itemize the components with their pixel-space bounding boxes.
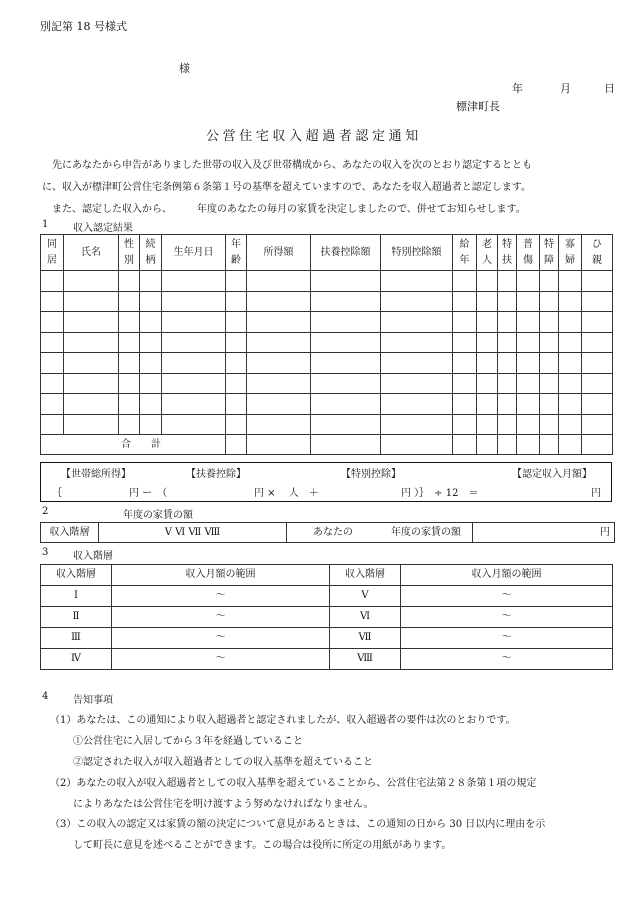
table1-cell[interactable]	[311, 373, 381, 394]
table3-row	[41, 628, 613, 649]
addressee-suffix: 様	[179, 62, 190, 75]
table1-cell[interactable]	[140, 373, 162, 394]
table1-cell[interactable]	[119, 373, 140, 394]
table1-cell[interactable]	[119, 353, 140, 374]
table1-header-text: 給	[459, 238, 470, 250]
table1-cell[interactable]	[540, 332, 559, 353]
table3-range-cell: ～	[112, 586, 330, 607]
table1-cell[interactable]	[559, 312, 582, 333]
table1-header-text: 寡	[565, 238, 575, 250]
rent-yen: 円	[600, 527, 610, 538]
table1-total-cell[interactable]	[311, 435, 381, 455]
notice-1: （1）あなたは、この通知により収入超過者と認定されましたが、収入超過者の要件は次のとおりです。	[50, 715, 516, 726]
table1-cell[interactable]	[582, 312, 613, 333]
table1-cell[interactable]	[540, 394, 559, 415]
table1-cell[interactable]	[162, 291, 226, 312]
table3-range-cell: ～	[112, 649, 330, 670]
income-result-table	[40, 234, 613, 455]
table3-range-cell: ～	[112, 628, 330, 649]
table1-header-cell	[540, 235, 559, 271]
table1-cell[interactable]	[311, 291, 381, 312]
table1-cell[interactable]	[582, 373, 613, 394]
table1-blank-row	[41, 291, 613, 312]
table3-rank-cell: Ⅱ	[41, 607, 112, 628]
table1-cell[interactable]	[41, 373, 64, 394]
table1-cell[interactable]	[498, 414, 517, 435]
table1-header-cell	[311, 235, 381, 271]
table1-header-text: 齢	[231, 254, 241, 266]
table1-cell[interactable]	[162, 271, 226, 292]
table1-total-label: 合 計	[41, 435, 226, 455]
table1-cell[interactable]	[381, 394, 453, 415]
table1-header-cell	[582, 235, 613, 271]
table1-cell[interactable]	[41, 312, 64, 333]
table1-total-cell[interactable]	[540, 435, 559, 455]
table1-cell[interactable]	[582, 271, 613, 292]
table1-cell[interactable]	[540, 312, 559, 333]
table1-cell[interactable]	[453, 291, 477, 312]
table1-cell[interactable]	[226, 271, 247, 292]
notice-1-item-2: ②認定された収入が収入超過者としての収入基準を超えていること	[73, 757, 373, 768]
table1-cell[interactable]	[162, 312, 226, 333]
table1-cell[interactable]	[64, 414, 119, 435]
notice-2-line-1: （2）あなたの収入が収入超過者としての収入基準を超えていることから、公営住宅法第２８条第１項の規定	[50, 778, 537, 789]
formula-times: 円 × 人 ＋	[254, 488, 319, 499]
section-3-heading: 収入階層	[73, 551, 113, 562]
table1-cell[interactable]	[517, 332, 540, 353]
table1-total-cell[interactable]	[381, 435, 453, 455]
table1-cell[interactable]	[477, 394, 498, 415]
table1-cell[interactable]	[226, 312, 247, 333]
formula-minus: 円 ー （	[129, 488, 168, 499]
table1-cell[interactable]	[41, 291, 64, 312]
table1-cell[interactable]	[582, 353, 613, 374]
document-title: 公営住宅収入超過者認定通知	[206, 129, 422, 144]
table3-header-row	[41, 565, 613, 586]
table1-cell[interactable]	[453, 312, 477, 333]
intro-line-2: に、収入が標津町公営住宅条例第６条第１号の基準を超えていますので、あなたを収入超過者と認定します。	[42, 182, 531, 193]
table1-cell[interactable]	[41, 394, 64, 415]
table1-blank-row	[41, 373, 613, 394]
table1-header-cell	[41, 235, 64, 271]
rent-table	[40, 522, 615, 543]
table1-cell[interactable]	[64, 271, 119, 292]
table1-header-cell	[381, 235, 453, 271]
issuer: 標津町長	[456, 100, 500, 113]
table3-rank-cell: Ⅳ	[41, 649, 112, 670]
table1-cell[interactable]	[540, 414, 559, 435]
table3-row	[41, 586, 613, 607]
table1-header-cell	[517, 235, 540, 271]
table1-header-cell	[64, 235, 119, 271]
table1-cell[interactable]	[140, 332, 162, 353]
table1-cell[interactable]	[559, 394, 582, 415]
table3-header-cell: 収入月額の範囲	[112, 565, 330, 586]
table1-header-text: 婦	[565, 254, 575, 266]
table1-cell[interactable]	[226, 332, 247, 353]
table1-cell[interactable]	[381, 291, 453, 312]
table1-cell[interactable]	[582, 291, 613, 312]
table1-cell[interactable]	[162, 414, 226, 435]
table1-cell[interactable]	[311, 394, 381, 415]
table1-cell[interactable]	[41, 414, 64, 435]
table1-cell[interactable]	[119, 271, 140, 292]
label-dependent-deduction: 【扶養控除】	[186, 469, 246, 480]
table1-header-text: 氏名	[81, 246, 101, 258]
table1-header-text: 人	[482, 254, 492, 266]
table1-cell[interactable]	[498, 291, 517, 312]
table1-header-text: 老	[482, 238, 492, 250]
notice-1-item-1: ①公営住宅に入居してから３年を経過していること	[73, 736, 303, 747]
table1-cell[interactable]	[477, 271, 498, 292]
table1-header-text: 障	[544, 254, 554, 266]
table1-cell[interactable]	[226, 353, 247, 374]
table1-header-cell	[226, 235, 247, 271]
table1-header-text: 性	[124, 238, 134, 250]
section-3-number: 3	[42, 547, 49, 558]
table1-cell[interactable]	[311, 414, 381, 435]
table1-cell[interactable]	[517, 291, 540, 312]
table1-header-text: 年	[459, 254, 470, 266]
rent-yours: あなたの	[313, 527, 353, 538]
table1-header-cell	[119, 235, 140, 271]
table1-header-text: 傷	[523, 254, 533, 266]
table3-rank-cell: Ⅷ	[330, 649, 401, 670]
table1-header-text: 居	[47, 254, 57, 266]
notice-3-line-1: （3）この収入の認定又は家賃の額の決定について意見があるときは、この通知の日から 30 日以内に理由を示	[50, 819, 546, 830]
table1-blank-row	[41, 312, 613, 333]
table1-cell[interactable]	[498, 373, 517, 394]
table1-blank-row	[41, 271, 613, 292]
table1-cell[interactable]	[477, 332, 498, 353]
table1-cell[interactable]	[162, 353, 226, 374]
table1-cell[interactable]	[247, 373, 311, 394]
table1-total-cell[interactable]	[453, 435, 477, 455]
table1-blank-row	[41, 353, 613, 374]
table1-total-cell[interactable]	[226, 435, 247, 455]
table1-header-row	[41, 235, 613, 271]
table1-cell[interactable]	[517, 271, 540, 292]
table1-cell[interactable]	[119, 312, 140, 333]
date-day: 日	[604, 82, 615, 95]
table1-header-text: 同	[47, 238, 57, 250]
table1-total-cell[interactable]	[477, 435, 498, 455]
table1-cell[interactable]	[498, 332, 517, 353]
table1-cell[interactable]	[140, 312, 162, 333]
table1-cell[interactable]	[162, 394, 226, 415]
table3-range-cell: ～	[401, 607, 613, 628]
table1-header-text: 柄	[145, 254, 156, 266]
table1-cell[interactable]	[477, 414, 498, 435]
rent-amount-cell	[287, 523, 615, 543]
table1-cell[interactable]	[247, 332, 311, 353]
table1-cell[interactable]	[517, 312, 540, 333]
table1-cell[interactable]	[64, 373, 119, 394]
table1-cell[interactable]	[119, 291, 140, 312]
table3-header-cell: 収入階層	[330, 565, 401, 586]
table1-blank-row	[41, 332, 613, 353]
table1-cell[interactable]	[226, 414, 247, 435]
table3-range-cell: ～	[401, 586, 613, 607]
label-recognized-monthly-income: 【認定収入月額】	[512, 469, 592, 480]
table3-header-cell: 収入階層	[41, 565, 112, 586]
table1-total-cell[interactable]	[559, 435, 582, 455]
table1-cell[interactable]	[162, 332, 226, 353]
table3-range-cell: ～	[112, 607, 330, 628]
table1-cell[interactable]	[381, 312, 453, 333]
table1-cell[interactable]	[498, 353, 517, 374]
intro-line-3: また、認定した収入から、 年度のあなたの毎月の家賃を決定しましたので、併せてお知らせします。	[52, 204, 526, 215]
table1-cell[interactable]	[477, 291, 498, 312]
table3-rank-cell: Ⅶ	[330, 628, 401, 649]
notice-2-line-2: によりあなたは公営住宅を明け渡すよう努めなければなりません。	[73, 799, 374, 810]
label-special-deduction: 【特別控除】	[341, 469, 401, 480]
table1-cell[interactable]	[162, 373, 226, 394]
table1-header-text: 年	[231, 238, 241, 250]
table3-header-cell: 収入月額の範囲	[401, 565, 613, 586]
rent-divider	[472, 523, 473, 543]
table1-header-cell	[162, 235, 226, 271]
table1-total-cell[interactable]	[498, 435, 517, 455]
table1-header-text: 別	[124, 254, 134, 266]
table1-cell[interactable]	[582, 414, 613, 435]
section-1-heading: 収入認定結果	[73, 223, 133, 234]
table1-cell[interactable]	[226, 291, 247, 312]
table1-cell[interactable]	[559, 373, 582, 394]
table1-cell[interactable]	[453, 353, 477, 374]
table1-cell[interactable]	[119, 414, 140, 435]
table3-rank-cell: Ⅰ	[41, 586, 112, 607]
table1-total-cell[interactable]	[517, 435, 540, 455]
table1-header-text: 特別控除額	[391, 246, 442, 258]
table1-cell[interactable]	[453, 271, 477, 292]
table1-header-text: 続	[145, 238, 156, 250]
table1-header-text: 特	[502, 238, 512, 250]
table1-header-text: 扶	[502, 254, 512, 266]
table1-cell[interactable]	[498, 394, 517, 415]
section-2-number: 2	[42, 506, 49, 517]
table1-total-cell[interactable]	[582, 435, 613, 455]
table1-cell[interactable]	[582, 394, 613, 415]
table1-header-text: 扶養控除額	[320, 246, 371, 258]
table1-header-cell	[498, 235, 517, 271]
table1-cell[interactable]	[64, 312, 119, 333]
rent-amount-label: 年度の家賃の額	[391, 527, 461, 538]
table1-header-cell	[477, 235, 498, 271]
table3-rank-cell: Ⅵ	[330, 607, 401, 628]
table1-cell[interactable]	[247, 353, 311, 374]
table1-total-cell[interactable]	[247, 435, 311, 455]
table1-cell[interactable]	[559, 271, 582, 292]
table1-cell[interactable]	[517, 353, 540, 374]
table1-cell[interactable]	[381, 271, 453, 292]
table1-cell[interactable]	[41, 353, 64, 374]
intro-line-1: 先にあなたから申告がありました世帯の収入及び世帯構成から、あなたの収入を次のとおり認定するととも	[52, 160, 532, 171]
table1-cell[interactable]	[498, 312, 517, 333]
table1-total-row	[41, 435, 613, 455]
table1-cell[interactable]	[559, 291, 582, 312]
table1-cell[interactable]	[311, 271, 381, 292]
table1-cell[interactable]	[582, 332, 613, 353]
table1-cell[interactable]	[226, 394, 247, 415]
table1-cell[interactable]	[64, 353, 119, 374]
table1-cell[interactable]	[540, 353, 559, 374]
table1-cell[interactable]	[517, 414, 540, 435]
table1-cell[interactable]	[41, 271, 64, 292]
table1-cell[interactable]	[247, 414, 311, 435]
table1-cell[interactable]	[381, 332, 453, 353]
table1-cell[interactable]	[540, 291, 559, 312]
table1-cell[interactable]	[247, 394, 311, 415]
table1-cell[interactable]	[311, 353, 381, 374]
table1-cell[interactable]	[477, 353, 498, 374]
table1-cell[interactable]	[119, 332, 140, 353]
table1-blank-row	[41, 394, 613, 415]
table1-header-text: 特	[544, 238, 554, 250]
table1-cell[interactable]	[140, 394, 162, 415]
section-4-heading: 告知事項	[73, 695, 113, 706]
table1-header-text: 普	[523, 238, 533, 250]
table1-cell[interactable]	[453, 414, 477, 435]
table1-cell[interactable]	[453, 373, 477, 394]
table3-range-cell: ～	[401, 628, 613, 649]
table1-cell[interactable]	[247, 312, 311, 333]
date-month: 月	[560, 82, 571, 95]
table3-row	[41, 649, 613, 670]
table1-header-text: 生年月日	[173, 246, 214, 258]
table1-cell[interactable]	[453, 394, 477, 415]
table1-cell[interactable]	[226, 373, 247, 394]
table1-cell[interactable]	[64, 291, 119, 312]
formula-open-brace: ｛	[52, 488, 62, 499]
table1-cell[interactable]	[381, 353, 453, 374]
table1-cell[interactable]	[119, 394, 140, 415]
formula-divide: 円 ）｝ ÷ 12 ＝	[401, 488, 479, 499]
table1-blank-row	[41, 414, 613, 435]
section-1-number: 1	[42, 219, 49, 230]
table1-header-cell	[247, 235, 311, 271]
date-year: 年	[512, 82, 523, 95]
table1-cell[interactable]	[381, 414, 453, 435]
table1-header-cell	[140, 235, 162, 271]
rent-rank-values: Ⅴ Ⅵ Ⅶ Ⅷ	[99, 523, 287, 543]
table1-cell[interactable]	[517, 394, 540, 415]
table1-cell[interactable]	[477, 373, 498, 394]
rent-rank-label: 収入階層	[41, 523, 99, 543]
notice-3-line-2: して町長に意見を述べることができます。この場合は役所に所定の用紙があります。	[73, 840, 452, 851]
table3-rank-cell: Ⅴ	[330, 586, 401, 607]
section-2-heading: 年度の家賃の額	[123, 510, 193, 521]
table1-cell[interactable]	[140, 414, 162, 435]
table3-row	[41, 607, 613, 628]
table1-cell[interactable]	[477, 312, 498, 333]
table1-cell[interactable]	[381, 373, 453, 394]
table1-cell[interactable]	[311, 312, 381, 333]
table1-cell[interactable]	[498, 271, 517, 292]
formula-yen: 円	[591, 488, 601, 499]
table1-header-cell	[453, 235, 477, 271]
table1-cell[interactable]	[311, 332, 381, 353]
table1-cell[interactable]	[453, 332, 477, 353]
table1-cell[interactable]	[517, 373, 540, 394]
table1-cell[interactable]	[559, 332, 582, 353]
table1-cell[interactable]	[140, 353, 162, 374]
table1-cell[interactable]	[41, 332, 64, 353]
table1-cell[interactable]	[140, 271, 162, 292]
table1-cell[interactable]	[247, 271, 311, 292]
table1-cell[interactable]	[540, 271, 559, 292]
table1-cell[interactable]	[140, 291, 162, 312]
form-number: 別記第 18 号様式	[40, 20, 127, 33]
table1-cell[interactable]	[559, 414, 582, 435]
income-calculation-box	[40, 462, 612, 502]
table1-cell[interactable]	[540, 373, 559, 394]
table1-cell[interactable]	[64, 332, 119, 353]
table3-rank-cell: Ⅲ	[41, 628, 112, 649]
table1-cell[interactable]	[64, 394, 119, 415]
table1-cell[interactable]	[247, 291, 311, 312]
table1-cell[interactable]	[559, 353, 582, 374]
table1-header-text: 親	[592, 254, 602, 266]
income-rank-table	[40, 564, 613, 670]
table1-header-text: ひ	[592, 238, 602, 250]
table3-range-cell: ～	[401, 649, 613, 670]
label-total-income: 【世帯総所得】	[61, 469, 131, 480]
table1-header-text: 所得額	[263, 246, 294, 258]
table1-header-cell	[559, 235, 582, 271]
section-4-number: 4	[42, 691, 49, 702]
